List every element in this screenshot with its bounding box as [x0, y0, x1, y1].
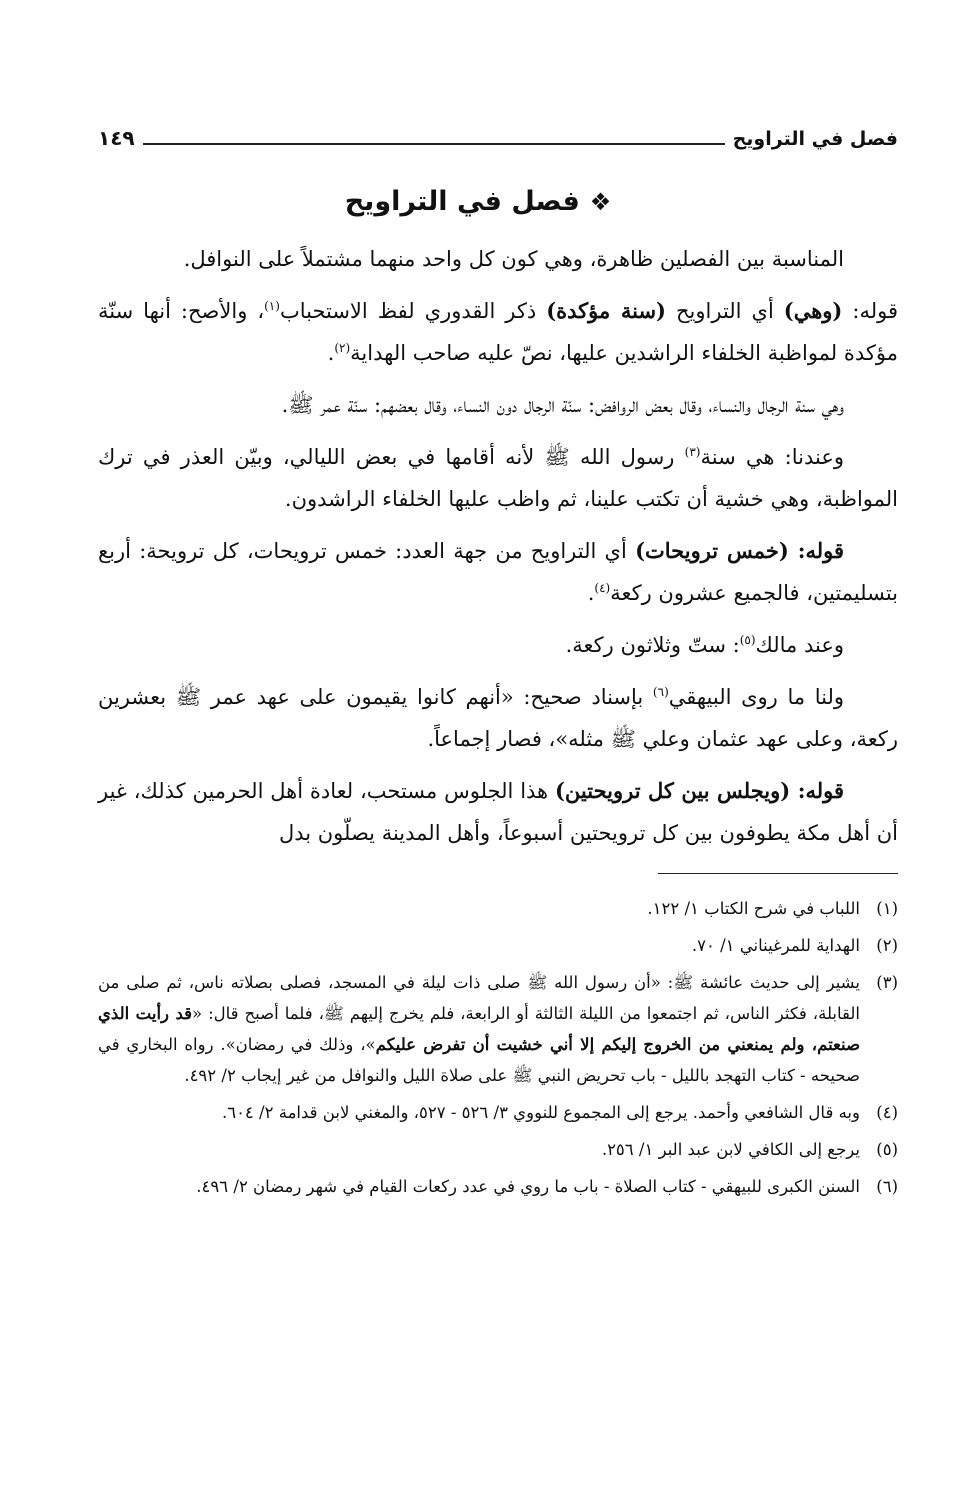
footnote	[98, 1134, 898, 1165]
footnote-text: يرجع إلى الكافي لابن عبد البر ١/ ٢٥٦.	[601, 1140, 860, 1159]
text: يشير إلى حديث عائشة ﷺ: «أن رسول الله ﷺ صلى ذات ليلة في المسجد، فصلى بصلاته ناس، ثم صلى من القابلة، فكثر الناس، ثم اجتمعوا من الليلة الثالثة أو الرابعة، فلم يخرج إليهم ﷺ، فلما أصبح قال: «	[98, 973, 860, 1023]
footnote-text: السنن الكبرى للبيهقي - كتاب الصلاة - باب ما روي في عدد ركعات القيام في شهر رمضان ٢/ ٤٩٦.	[196, 1177, 860, 1196]
chapter-title-text: فصل في التراويح	[344, 186, 580, 217]
text: »، وذلك في رمضان». رواه البخاري في صحيحه - كتاب التهجد بالليل - باب تحريض النبي ﷺ على صلاة الليل والنوافل من غير إيجاب ٢/ ٤٩٢.	[98, 1035, 860, 1085]
text: .	[587, 581, 595, 605]
footnotes	[98, 893, 898, 1208]
footnote-number: (٤)	[876, 1103, 898, 1122]
chapter-title	[0, 186, 956, 217]
hadith-quote: قد رأيت الذي صنعتم، ولم يمنعني من الخروج إليكم إلا أني خشيت أن تفرض عليكم	[98, 1004, 860, 1054]
quoted-term: (سنة مؤكدة)	[546, 298, 666, 323]
text: هذا الجلوس مستحب، لعادة أهل الحرمين كذلك، غير أن أهل مكة يطوفون بين كل ترويحتين أسبوعاً، وأهل المدينة يصلّون بدل	[98, 779, 898, 845]
footnote	[98, 1171, 898, 1202]
footnote-ref: (٥)	[739, 633, 756, 647]
footnote-ref: (١)	[264, 299, 280, 313]
text: .	[327, 341, 335, 365]
paragraph-4	[98, 436, 898, 520]
paragraph-1-text: المناسبة بين الفصلين ظاهرة، وهي كون كل واحد منهما مشتملاً على النوافل.	[183, 247, 844, 271]
paragraph-8	[98, 770, 898, 854]
footnote	[98, 893, 898, 924]
footnote-number: (٢)	[876, 936, 898, 955]
paragraph-3	[98, 384, 898, 426]
text: قوله:	[790, 778, 845, 803]
footnote	[98, 1097, 898, 1128]
paragraph-3-text: وهي سنة الرجال والنساء، وقال بعض الروافض: سنّة الرجال دون النساء، وقال بعضهم: سنّة عمر ﷺ.	[281, 393, 844, 417]
paragraph-1	[98, 238, 898, 280]
ornament-icon: ❖	[589, 188, 612, 216]
footnote-text: اللباب في شرح الكتاب ١/ ١٢٢.	[647, 899, 860, 918]
footnote-ref: (٤)	[594, 581, 611, 595]
page-number: ١٤٩	[98, 126, 135, 150]
text: أي التراويح من جهة العدد: خمس ترويحات، كل ترويحة: أربع بتسليمتين، فالجميع عشرون ركعة	[98, 539, 898, 605]
footnote-ref: (٦)	[652, 685, 669, 699]
text: أي التراويح	[666, 299, 784, 323]
header-rule	[143, 143, 725, 145]
footnote-number: (١)	[876, 899, 898, 918]
footnote-separator	[658, 873, 898, 874]
main-text	[98, 238, 898, 864]
footnote	[98, 967, 898, 1091]
footnote-text: وبه قال الشافعي وأحمد. يرجع إلى المجموع للنووي ٣/ ٥٢٦ - ٥٢٧، والمغني لابن قدامة ٢/ ٦٠٤.	[221, 1103, 860, 1122]
quoted-term: (خمس ترويحات)	[635, 538, 789, 563]
running-title: فصل في التراويح	[732, 128, 898, 150]
text: ذكر القدوري لفظ الاستحباب	[279, 299, 547, 323]
text: ولنا ما روى البيهقي	[668, 685, 845, 709]
paragraph-2	[98, 290, 898, 374]
paragraph-6	[98, 624, 898, 666]
footnote-number: (٣)	[876, 973, 898, 992]
footnote-text	[98, 967, 860, 1091]
text: رسول الله ﷺ لأنه أقامها في بعض الليالي، وبيّن العذر في ترك المواظبة، وهي خشية أن تكتب علينا، ثم واظب عليها الخلفاء الراشدون.	[98, 445, 898, 511]
footnote-number: (٦)	[876, 1177, 898, 1196]
footnote-text: الهداية للمرغيناني ١/ ٧٠.	[691, 936, 860, 955]
running-header	[98, 120, 898, 150]
footnote-ref: (٣)	[684, 445, 701, 459]
text: قوله:	[788, 538, 845, 563]
paragraph-5	[98, 530, 898, 614]
quoted-term: (ويجلس بين كل ترويحتين)	[554, 778, 791, 803]
footnote	[98, 930, 898, 961]
text: : ستّ وثلاثون ركعة.	[565, 633, 740, 657]
text: وعندنا: هي سنة	[700, 445, 844, 469]
footnote-ref: (٢)	[334, 341, 351, 355]
text: ، والأصح: أنها سنّة مؤكدة لمواظبة الخلفاء الراشدين عليها، نصّ عليه صاحب الهداية	[98, 299, 898, 365]
text: وعند مالك	[755, 633, 844, 657]
paragraph-7	[98, 676, 898, 760]
text: بإسناد صحيح: «أنهم كانوا يقيمون على عهد عمر ﷺ بعشرين ركعة، وعلى عهد عثمان وعلي ﷺ مثله»، فصار إجماعاً.	[98, 685, 898, 751]
quoted-term: (وهي)	[783, 298, 843, 323]
footnote-number: (٥)	[876, 1140, 898, 1159]
text: قوله:	[842, 299, 898, 323]
